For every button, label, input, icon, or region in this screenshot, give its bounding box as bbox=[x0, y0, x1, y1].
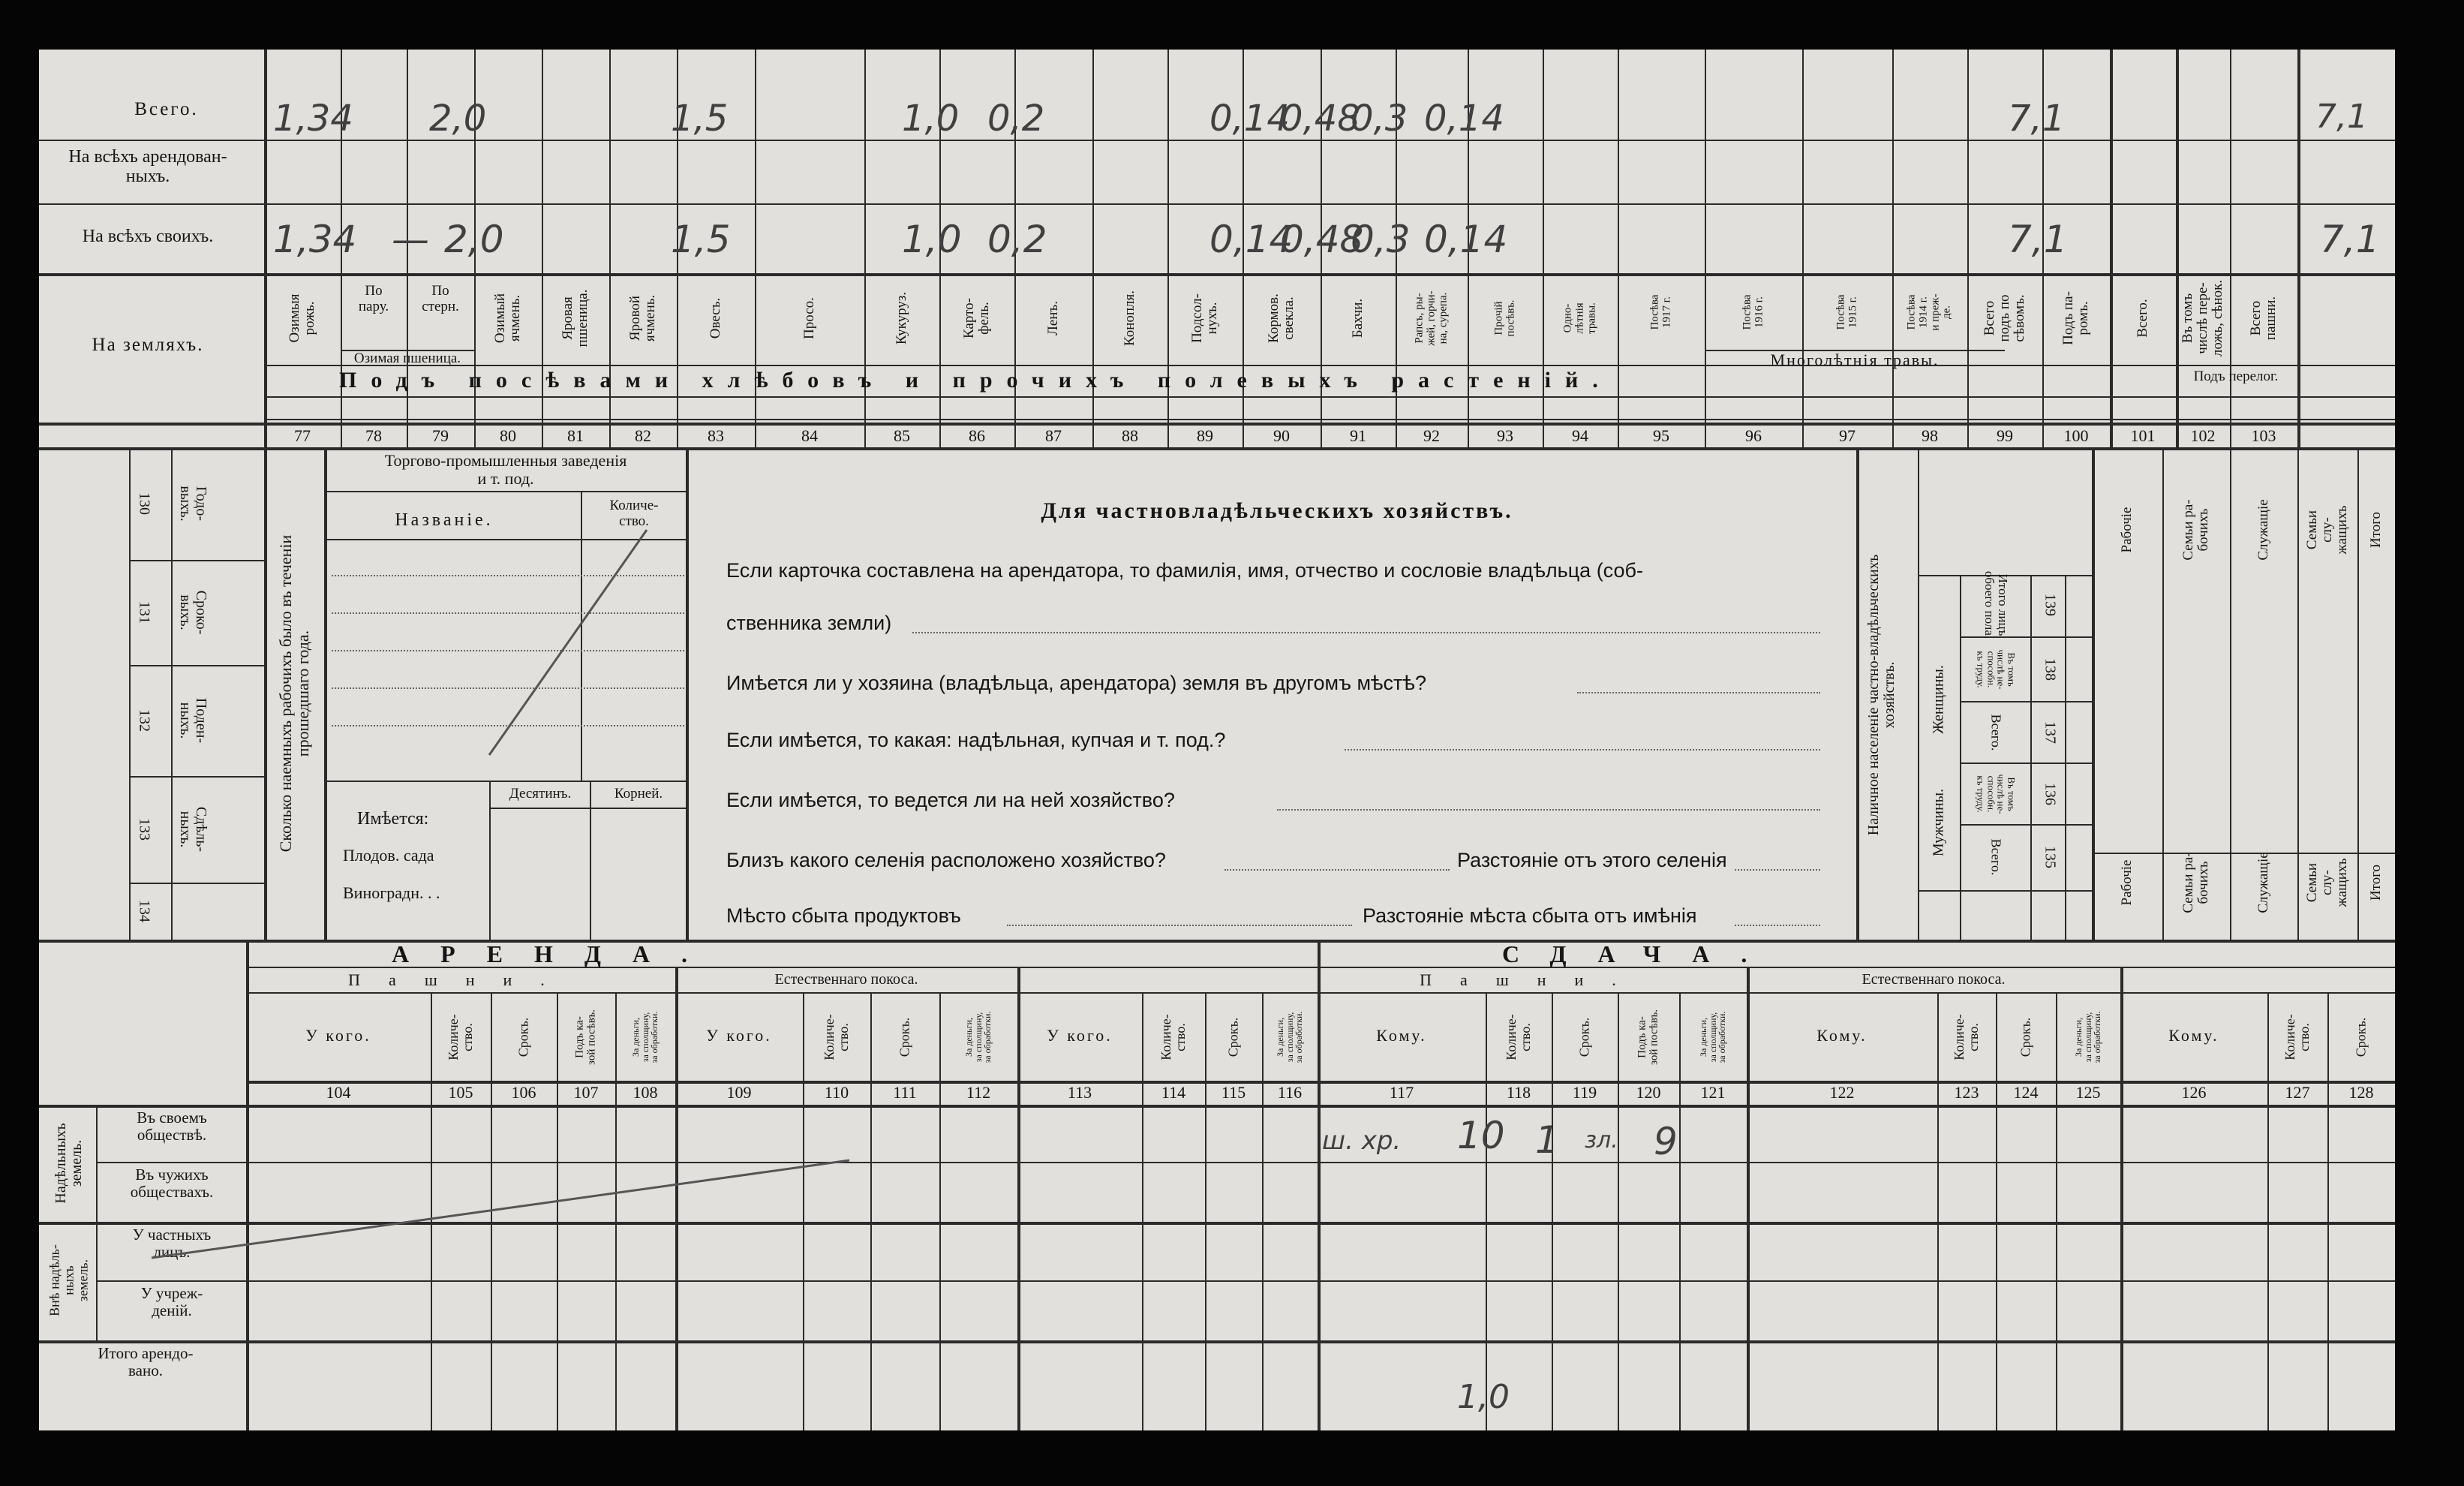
question-6a: Мѣсто сбыта продуктовъ bbox=[726, 904, 961, 927]
col-number-99: 99 bbox=[1997, 426, 2013, 445]
col-header-88: Конопля. bbox=[1122, 290, 1138, 347]
col-header-80: Озимый ячмень. bbox=[492, 293, 523, 344]
bottom-header-u_kogo: У кого. bbox=[305, 1026, 371, 1045]
bottom-header-komu: Кому. bbox=[2168, 1026, 2219, 1045]
group-mnogolet: Многолѣтнiя травы. bbox=[1770, 350, 1940, 369]
col-header-77: Озимыя рожь. bbox=[287, 293, 317, 343]
pashni-sdacha: Пашни. bbox=[1420, 970, 1645, 989]
col-header-98: Посѣва 1914 г. и преж- де. bbox=[1905, 293, 1953, 331]
torg-kolichestvo: Количе- ство. bbox=[609, 498, 659, 529]
bottom-header-za_dengi: За деньги, за сполщину, за обработки. bbox=[1275, 1011, 1305, 1063]
bottom-header-srok: Срокъ. bbox=[515, 1017, 531, 1057]
pashni-arenda: Пашни. bbox=[348, 970, 573, 989]
question-4: Если имѣется, то ведется ли на ней хозяйство? bbox=[726, 789, 1175, 811]
bottom-row-label: Въ своемъ обществѣ. bbox=[137, 1108, 207, 1145]
col-number-94: 94 bbox=[1572, 426, 1588, 445]
skolko-naemnyh: Сколько наемныхъ рабочихъ было въ теченiи прошедшаго года. bbox=[275, 534, 312, 853]
col-header-91: Бахчи. bbox=[1350, 298, 1366, 338]
nas-col-number: 137 bbox=[2042, 721, 2059, 744]
desyatin-header: Десятинъ. bbox=[509, 786, 572, 802]
bottom-header-za_dengi: За деньги, за сполщину, за обработки. bbox=[963, 1011, 993, 1063]
col-number-92: 92 bbox=[1423, 426, 1440, 445]
zhen-nesposobn: Въ томъ числѣ не- способн. къ труду. bbox=[1975, 649, 2018, 690]
bottom-row-label: У учреж- денiй. bbox=[140, 1284, 203, 1320]
muzh-vsego: Всего. bbox=[1988, 838, 2004, 876]
group-ozimaya: Озимая пшеница. bbox=[353, 350, 461, 366]
chastnovlad-title: Для частновладѣльческихъ хозяйствъ. bbox=[1041, 498, 1513, 523]
handwritten-sdacha-value: зл. bbox=[1585, 1127, 1618, 1154]
pokos-sdacha: Естественнаго покоса. bbox=[1862, 971, 2006, 988]
sdacha-title: СДАЧА. bbox=[1502, 940, 1779, 967]
handwritten-vsego-value: 1,34 bbox=[273, 98, 353, 140]
bottom-col-number: 112 bbox=[966, 1083, 991, 1102]
bottom-col-number: 121 bbox=[1700, 1083, 1726, 1102]
row-label-vsego: Всего. bbox=[134, 99, 199, 119]
col-number-103: 103 bbox=[2251, 426, 2276, 445]
col-number-82: 82 bbox=[635, 426, 651, 445]
col-header-96: Посѣва 1916 г. bbox=[1741, 294, 1765, 330]
nas-col-number: 139 bbox=[2042, 594, 2059, 616]
handwritten-vsego-value: 2,0 bbox=[429, 98, 487, 140]
bottom-col-number: 128 bbox=[2348, 1083, 2374, 1102]
handwritten-vsego-value: 7,1 bbox=[2315, 98, 2368, 136]
right-col-header-bottom: Семьи ра- бочихъ bbox=[2180, 852, 2211, 913]
col-number-102: 102 bbox=[2190, 426, 2216, 445]
row-label-arendovannyh: На всѣхъ арендован- ныхъ. bbox=[68, 147, 227, 187]
bottom-col-number: 123 bbox=[1954, 1083, 1979, 1102]
bottom-header-za_dengi: За деньги, за сполщину, за обработки. bbox=[1698, 1011, 1728, 1063]
bottom-col-number: 104 bbox=[326, 1083, 351, 1102]
right-col-header-bottom: Рабочiе bbox=[2119, 859, 2135, 906]
handwritten-vsego-value: 1,0 bbox=[902, 98, 960, 140]
left-row-label: Поден- ныхъ. bbox=[177, 697, 209, 744]
itogo-obeogo-pola: Итого лицъ обоего пола. bbox=[1982, 570, 2010, 639]
col-number-91: 91 bbox=[1350, 426, 1366, 445]
bottom-header-kolich: Количе- ство. bbox=[1158, 1014, 1188, 1060]
arenda-title: АРЕНДА. bbox=[392, 940, 720, 967]
col-header-97: Посѣва 1915 г. bbox=[1834, 294, 1859, 330]
question-6b: Разстоянiе мѣста сбыта отъ имѣнiя bbox=[1363, 904, 1697, 927]
bottom-header-kolich: Количе- ство. bbox=[446, 1014, 475, 1060]
bottom-col-number: 107 bbox=[573, 1083, 599, 1102]
nadelnyh-zemel: Надѣльныхъ земель. bbox=[53, 1123, 85, 1204]
col-header-89: Подсол- нухъ. bbox=[1189, 293, 1220, 343]
bottom-col-number: 125 bbox=[2075, 1083, 2101, 1102]
bottom-header-komu: Кому. bbox=[1816, 1026, 1868, 1045]
col-header-86: Карто- фель. bbox=[961, 298, 992, 338]
col-header-83: Овесъ. bbox=[708, 297, 724, 339]
col-number-98: 98 bbox=[1922, 426, 1938, 445]
left-row-label: Годо- выхъ. bbox=[177, 486, 209, 522]
bottom-row-label: Итого арендо- вано. bbox=[98, 1344, 194, 1380]
bottom-header-kolich: Количе- ство. bbox=[1952, 1014, 1981, 1060]
right-col-header-top: Рабочiе bbox=[2119, 507, 2135, 553]
right-col-header-bottom: Итого bbox=[2368, 864, 2384, 901]
pokos-arenda: Естественнаго покоса. bbox=[774, 971, 918, 988]
bottom-row-label: Въ чужихъ обществахъ. bbox=[130, 1166, 214, 1202]
pod-posevami-banner: Подъ посѣвами хлѣбовъ и прочихъ полевыхъ растенiй. bbox=[339, 368, 1612, 393]
right-col-header-top: Семьи слу- жащихъ bbox=[2304, 505, 2350, 555]
col-number-80: 80 bbox=[500, 426, 516, 445]
col-header-85: Кукуруз. bbox=[894, 291, 910, 345]
handwritten-svoih-value: 7,1 bbox=[2008, 218, 2068, 261]
bottom-col-number: 108 bbox=[633, 1083, 658, 1102]
pencil-strike-lines bbox=[39, 50, 2395, 1430]
handwritten-vsego-value: 0,14 bbox=[1424, 98, 1504, 140]
left-row-number: 133 bbox=[136, 818, 153, 841]
question-1b: ственника земли) bbox=[726, 612, 892, 634]
col-header-90: Кормов. свекла. bbox=[1266, 293, 1297, 343]
question-5a: Близъ какого селенiя расположено хозяйство? bbox=[726, 849, 1166, 871]
row-label-na-zemlyah: На земляхъ. bbox=[92, 335, 204, 355]
question-5b: Разстоянiе отъ этого селенiя bbox=[1457, 849, 1727, 871]
col-header-87: Ленъ. bbox=[1045, 301, 1062, 335]
handwritten-sdacha-value: ш. хр. bbox=[1322, 1126, 1402, 1156]
bottom-header-komu: Кому. bbox=[1376, 1026, 1427, 1045]
handwritten-vsego-value: 0,2 bbox=[987, 98, 1045, 140]
muzh-nesposobn: Въ томъ числѣ не- способн. къ труду. bbox=[1975, 774, 2018, 814]
right-col-header-top: Семьи ра- бочихъ bbox=[2180, 499, 2211, 561]
census-card-sheet bbox=[39, 50, 2395, 1430]
nas-col-number: 136 bbox=[2042, 783, 2059, 805]
imeetsya-label: Имѣется: bbox=[357, 809, 429, 829]
col-header-84: Просо. bbox=[801, 297, 818, 339]
col-number-77: 77 bbox=[294, 426, 311, 445]
bottom-header-kolich: Количе- ство. bbox=[822, 1014, 851, 1060]
bottom-col-number: 105 bbox=[448, 1083, 473, 1102]
right-col-header-bottom: Служащiе bbox=[2255, 852, 2272, 913]
bottom-col-number: 106 bbox=[511, 1083, 536, 1102]
bottom-header-pod_kaz: Подъ ка- зой посѣвъ. bbox=[573, 1009, 597, 1066]
col-header-101: Всего. bbox=[2135, 299, 2151, 338]
col-header-103: Всего пашни. bbox=[2248, 296, 2279, 341]
bottom-header-srok: Срокъ. bbox=[2018, 1017, 2033, 1057]
right-col-header-top: Служащiе bbox=[2255, 499, 2272, 561]
left-row-number: 134 bbox=[136, 900, 153, 922]
bottom-col-number: 120 bbox=[1636, 1083, 1661, 1102]
col-number-89: 89 bbox=[1197, 426, 1213, 445]
handwritten-svoih-value: 0,2 bbox=[987, 218, 1047, 261]
col-header-92: Рапсъ, ры- жей, горчи- на, сурепа. bbox=[1413, 290, 1449, 346]
col-header-93: Прочiй посѣвъ. bbox=[1492, 299, 1516, 337]
handwritten-svoih-value: 0,14 bbox=[1209, 218, 1294, 261]
bottom-col-number: 118 bbox=[1506, 1083, 1531, 1102]
col-number-85: 85 bbox=[894, 426, 910, 445]
bottom-col-number: 111 bbox=[893, 1083, 917, 1102]
plodov-sad-label: Плодов. сада bbox=[343, 846, 434, 865]
question-3: Если имѣется, то какая: надѣльная, купчая и т. под.? bbox=[726, 729, 1226, 751]
handwritten-vsego-value: 0,48 bbox=[1280, 98, 1360, 140]
vinograd-label: Виноградн. . . bbox=[343, 883, 440, 902]
handwritten-sdacha-value: 1 bbox=[1535, 1118, 1559, 1162]
question-2: Имѣется ли у хозяина (владѣльца, арендатора) земля въ другомъ мѣстѣ? bbox=[726, 672, 1426, 694]
handwritten-svoih-value: 1,34 bbox=[273, 218, 357, 261]
question-1: Если карточка составлена на арендатора, то фамилiя, имя, отчество и сословiе владѣльца (соб- bbox=[726, 559, 1643, 582]
bottom-col-number: 127 bbox=[2285, 1083, 2310, 1102]
col-number-100: 100 bbox=[2063, 426, 2089, 445]
left-row-number: 131 bbox=[136, 601, 153, 624]
col-number-88: 88 bbox=[1122, 426, 1138, 445]
col-number-93: 93 bbox=[1497, 426, 1513, 445]
handwritten-svoih-value: 7,1 bbox=[2320, 218, 2380, 261]
col-number-83: 83 bbox=[708, 426, 724, 445]
nas-col-number: 138 bbox=[2042, 658, 2059, 681]
bottom-col-number: 126 bbox=[2181, 1083, 2207, 1102]
bottom-col-number: 110 bbox=[824, 1083, 849, 1102]
bottom-col-number: 122 bbox=[1829, 1083, 1855, 1102]
bottom-header-za_dengi: За деньги, за сполщину, за обработки. bbox=[630, 1011, 660, 1063]
col-header-99: Всего подъ по сѣвомъ. bbox=[1982, 294, 2027, 342]
handwritten-svoih-value: 1,5 bbox=[671, 218, 731, 261]
torg-title: Торгово-промышленныя заведенiя и т. под. bbox=[384, 451, 627, 489]
bottom-header-pod_kaz: Подъ ка- зой посѣвъ. bbox=[1636, 1009, 1660, 1066]
col-number-81: 81 bbox=[567, 426, 584, 445]
nalichnoe-naselenie: Наличное населенiе частно-владѣльческихъ хозяйствъ. bbox=[1865, 554, 1898, 836]
col-header-100: Подъ па- ромъ. bbox=[2060, 291, 2091, 345]
vne-nadelnyh: Внѣ надѣль- ныхъ земель. bbox=[47, 1244, 91, 1316]
bottom-header-u_kogo: У кого. bbox=[1047, 1026, 1113, 1045]
bottom-col-number: 117 bbox=[1389, 1083, 1414, 1102]
col-header-78: По пару. bbox=[358, 283, 389, 314]
row-label-svoih: На всѣхъ своихъ. bbox=[82, 227, 214, 246]
left-row-label: Сдѣль- ныхъ. bbox=[177, 806, 209, 853]
col-number-84: 84 bbox=[801, 426, 818, 445]
bottom-header-kolich: Количе- ство. bbox=[2282, 1014, 2312, 1060]
col-number-79: 79 bbox=[432, 426, 449, 445]
bottom-header-srok: Срокъ. bbox=[897, 1017, 912, 1057]
right-col-header-top: Итого bbox=[2368, 511, 2384, 549]
handwritten-svoih-value: 1,0 bbox=[902, 218, 962, 261]
left-row-number: 130 bbox=[136, 492, 153, 515]
torg-nazvanie: Названiе. bbox=[395, 510, 494, 530]
bottom-header-srok: Срокъ. bbox=[1576, 1017, 1592, 1057]
bottom-header-srok: Срокъ. bbox=[2353, 1017, 2369, 1057]
zhen-vsego: Всего. bbox=[1988, 714, 2004, 751]
right-col-header-bottom: Семьи слу- жащихъ bbox=[2304, 858, 2350, 907]
handwritten-svoih-value: 2,0 bbox=[444, 218, 504, 261]
bottom-header-srok: Срокъ. bbox=[1225, 1017, 1241, 1057]
muzhchiny-label: Мужчины. bbox=[1930, 788, 1947, 857]
bottom-header-za_dengi: За деньги, за сполщину, за обработки. bbox=[2073, 1011, 2103, 1063]
col-number-97: 97 bbox=[1839, 426, 1856, 445]
bottom-col-number: 115 bbox=[1221, 1083, 1246, 1102]
handwritten-svoih-value: 0,48 bbox=[1280, 218, 1364, 261]
bottom-header-u_kogo: У кого. bbox=[706, 1026, 772, 1045]
col-number-78: 78 bbox=[365, 426, 382, 445]
col-number-101: 101 bbox=[2130, 426, 2156, 445]
bottom-col-number: 114 bbox=[1161, 1083, 1186, 1102]
bottom-row-label: У частныхъ лицъ. bbox=[132, 1226, 212, 1262]
col-header-95: Посѣва 1917 г. bbox=[1648, 294, 1672, 330]
handwritten-vsego-value: 7,1 bbox=[2008, 98, 2066, 140]
korney-header: Корней. bbox=[614, 786, 663, 802]
bottom-header-kolich: Количе- ство. bbox=[1504, 1014, 1533, 1060]
col-number-96: 96 bbox=[1745, 426, 1762, 445]
col-number-86: 86 bbox=[969, 426, 985, 445]
col-header-81: Яровая пшеница. bbox=[560, 289, 590, 347]
left-row-number: 132 bbox=[136, 709, 153, 732]
bottom-col-number: 119 bbox=[1572, 1083, 1597, 1102]
handwritten-sdacha-value: 9 bbox=[1654, 1120, 1678, 1163]
handwritten-sdacha-value: 10 bbox=[1457, 1114, 1505, 1157]
handwritten-vsego-value: 0,14 bbox=[1209, 98, 1290, 140]
bottom-col-number: 124 bbox=[2013, 1083, 2039, 1102]
bottom-col-number: 116 bbox=[1277, 1083, 1303, 1102]
col-number-87: 87 bbox=[1045, 426, 1062, 445]
nas-col-number: 135 bbox=[2042, 846, 2059, 868]
left-row-label: Сроко- выхъ. bbox=[177, 590, 209, 635]
handwritten-svoih-value: 0,3 bbox=[1351, 218, 1411, 261]
col-header-94: Одно- лѣтнiя травы. bbox=[1561, 302, 1597, 334]
handwritten-vsego-value: 0,3 bbox=[1351, 98, 1408, 140]
handwritten-svoih-value: 0,14 bbox=[1424, 218, 1508, 261]
col-number-90: 90 bbox=[1273, 426, 1290, 445]
col-header-102: Въ томъ числѣ пере- ложь, сѣнок. bbox=[2180, 279, 2225, 357]
col-number-95: 95 bbox=[1653, 426, 1669, 445]
col-header-79: По стерн. bbox=[422, 283, 459, 314]
col-header-82: Яровой ячмень. bbox=[627, 294, 658, 342]
handwritten-svoih-value: — bbox=[392, 218, 429, 261]
group-perelog: Подъ перелог. bbox=[2193, 368, 2279, 384]
handwritten-sdacha-value: 1,0 bbox=[1457, 1378, 1510, 1416]
zhenshchiny-label: Женщины. bbox=[1930, 665, 1947, 734]
bottom-col-number: 113 bbox=[1067, 1083, 1092, 1102]
bottom-col-number: 109 bbox=[726, 1083, 752, 1102]
handwritten-vsego-value: 1,5 bbox=[671, 98, 729, 140]
